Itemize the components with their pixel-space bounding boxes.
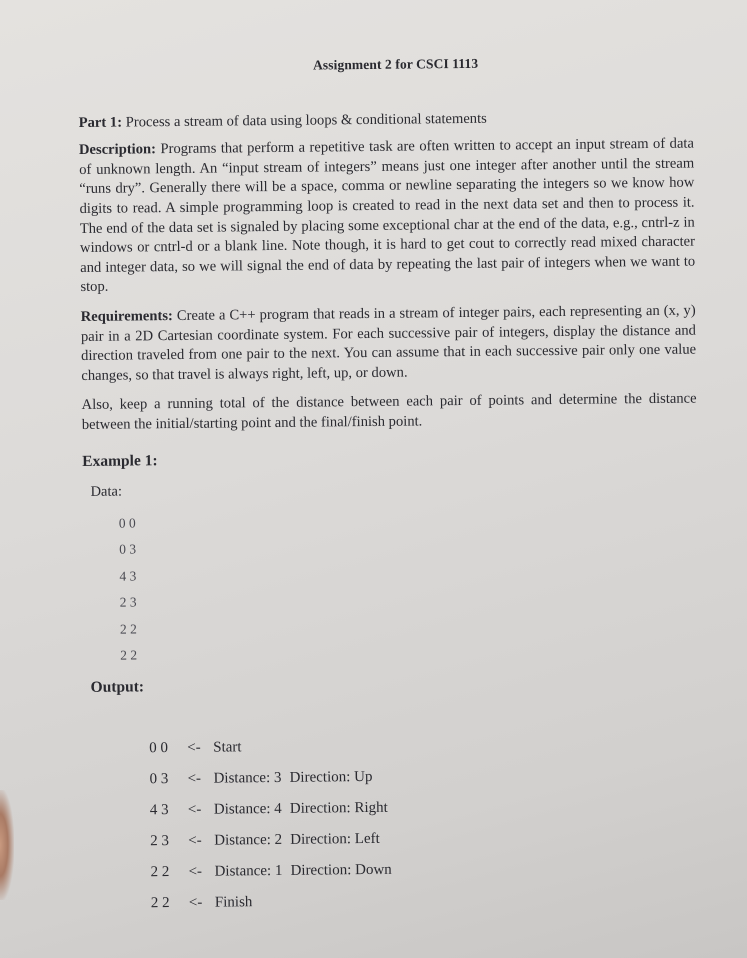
- data-label: Data:: [90, 483, 123, 500]
- data-row: 2 2: [120, 647, 138, 663]
- part-text: Process a stream of data using loops & conditional statements: [125, 110, 487, 131]
- output-pair: 2 3: [150, 833, 170, 850]
- output-text: Finish: [214, 894, 253, 911]
- data-list: [119, 504, 700, 669]
- description-text: Programs that perform a repetitive task are often written to accept an input stream of data of unknown length. An “input stream of integers” means just one integer after another until the stream “runs dry”. Generally there will be a space, comma or newline separating the integers so we know how digits to read. A simple programming loop is created to read in the next data set and then to process it. The end of the data set is signaled by placing some exceptional char at the end of the data, e.g., cntrl-z in windows or cntrl-d or a blank line. Note though, it is hard to get cout to correctly read mixed character and integer data, so we will signal the end of data by repeating the last pair of integers when we want to stop.: [79, 135, 696, 296]
- output-pair: 2 2: [150, 864, 170, 881]
- requirements-label: Requirements:: [80, 307, 173, 325]
- output-direction: Direction: Right: [289, 800, 388, 818]
- data-row: 4 3: [119, 568, 137, 584]
- output-arrow: <-: [188, 895, 203, 912]
- description-paragraph: [79, 135, 696, 298]
- output-arrow: <-: [187, 740, 201, 757]
- output-distance: Distance: 2: [214, 832, 283, 849]
- output-pair: 4 3: [149, 802, 169, 819]
- document-content: [78, 52, 702, 912]
- output-distance: Distance: 1: [214, 863, 283, 880]
- data-row: 0 3: [119, 541, 137, 557]
- output-arrow: <-: [187, 802, 202, 819]
- output-text: Start: [213, 739, 242, 756]
- output-pair: 2 2: [150, 895, 170, 912]
- output-direction: Direction: Left: [290, 831, 380, 849]
- example-heading: Example 1:: [82, 451, 158, 470]
- output-list: [119, 697, 702, 912]
- output-pair: 0 3: [149, 771, 169, 788]
- output-arrow: <-: [187, 771, 202, 788]
- output-pair: 0 0: [149, 740, 169, 757]
- requirements-text: Create a C++ program that reads in a stream of integer pairs, each representing an (x, y) pair in a 2D Cartesian coordinate system. For each successive pair of integers, display the distance and direction traveled from one pair to the next. You can assume that in each successive pair only one value changes, so that travel is always right, left, up, or down.: [80, 302, 697, 384]
- requirements-paragraph: [81, 301, 697, 386]
- output-distance: Distance: 3: [213, 770, 282, 787]
- data-row: 0 0: [118, 515, 136, 531]
- data-row: 2 2: [119, 621, 137, 637]
- data-row: 2 3: [119, 594, 137, 610]
- output-direction: Direction: Up: [289, 769, 373, 787]
- output-distance: Distance: 4: [213, 801, 282, 818]
- description-label: Description:: [78, 141, 157, 159]
- output-arrow: <-: [188, 833, 202, 850]
- page-title: Assignment 2 for CSCI 1113: [312, 55, 479, 73]
- output-arrow: <-: [188, 864, 203, 881]
- finger-shadow: [0, 790, 14, 900]
- part-heading: [79, 107, 694, 133]
- also-paragraph: Also, keep a running total of the distance between each pair of points and determine the distance between the initial/starting point and the final/finish point.: [81, 390, 697, 433]
- part-label: Part 1:: [78, 114, 123, 131]
- output-label: Output:: [90, 678, 145, 696]
- output-direction: Direction: Down: [290, 862, 392, 880]
